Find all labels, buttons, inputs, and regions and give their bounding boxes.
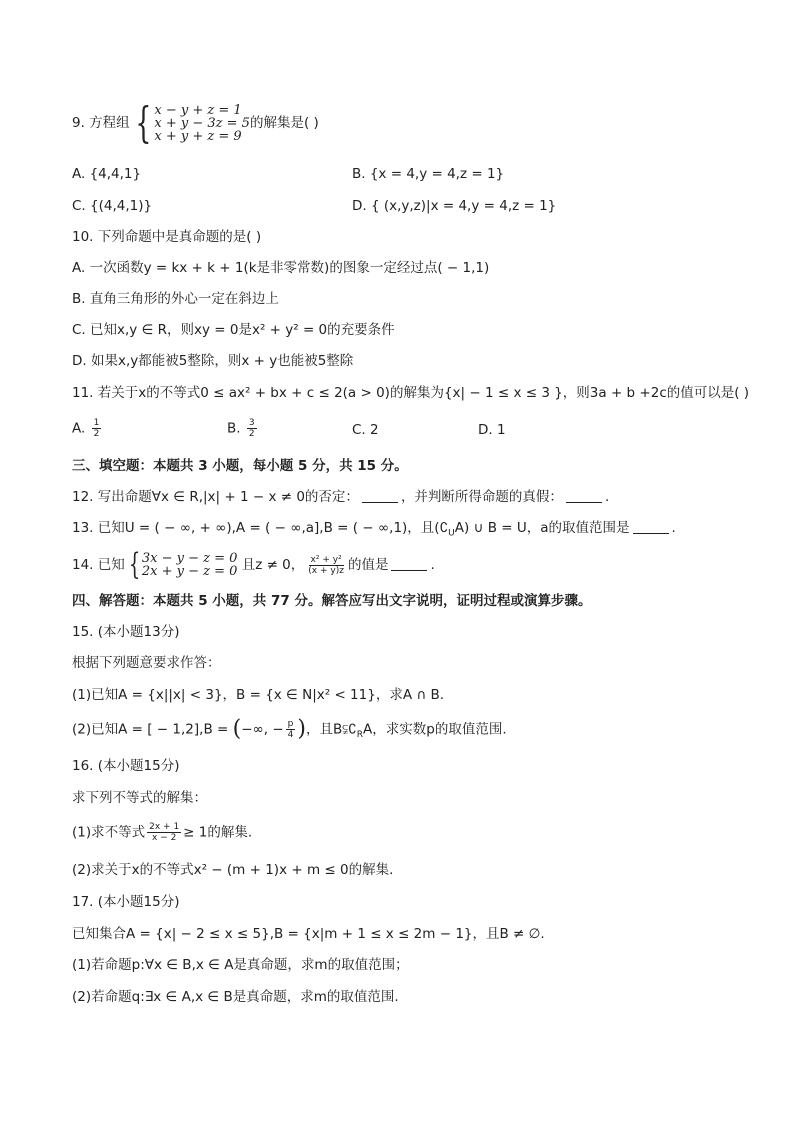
q11-option-c: C. 2 xyxy=(352,422,379,438)
q10-stem: 10. 下列命题中是真命题的是( ) xyxy=(72,229,262,245)
q17-part-1: (1)若命题p:∀x ∈ B,x ∈ A是真命题，求m的取值范围； xyxy=(72,957,409,973)
question-14: 14. 已知 { 3x − y − z = 0 2x + y − z = 0 且z ≠ 0， $\frac{\text{x² + y²}}{(x + y)z}$ 的值是 . xyxy=(72,547,435,582)
q10-option-c: C. 已知x,y ∈ R，则xy = 0是x² + y² = 0的充要条件 xyxy=(72,322,395,338)
q11-option-b: B. $\frac{3}{2}$ xyxy=(227,418,255,439)
section-4-heading: 四、解答题：本题共 5 小题，共 77 分。解答应写出文字说明，证明过程或演算步骤。 xyxy=(72,593,592,609)
q17-title: 17. (本小题15分) xyxy=(72,894,180,910)
q14-equation-system: { 3x − y − z = 0 2x + y − z = 0 xyxy=(128,547,238,582)
q10-option-a: A. 一次函数y = kx + k + 1(k是非零常数)的图象一定经过点( − 1,1) xyxy=(72,260,490,276)
q17-part-2: (2)若命题q:∃x ∈ A,x ∈ B是真命题，求m的取值范围. xyxy=(72,989,399,1005)
q9-equation-system: { x − y + z = 1 x + y − 3z = 5 x + y + z = 9 xyxy=(135,98,250,147)
q9-prefix: 9. 方程组 xyxy=(72,115,130,131)
q13-blank xyxy=(633,519,669,534)
q16-title: 16. (本小题15分) xyxy=(72,758,180,774)
q9-suffix: 的解集是( ) xyxy=(249,115,319,131)
q10-option-b: B. 直角三角形的外心一定在斜边上 xyxy=(72,291,279,307)
q11-a-fraction: $\frac{1}{2}$ xyxy=(93,418,100,439)
q9-option-a: A. {4,4,1} xyxy=(72,166,142,182)
q16-fraction: $\frac{2x + 1}{x - 2}$ xyxy=(149,822,180,843)
q9-option-b: B. {x = 4,y = 4,z = 1} xyxy=(352,166,505,182)
q11-option-a: A. $\frac{1}{2}$ xyxy=(72,418,100,439)
q11-stem: 11. 若关于x的不等式0 ≤ ax² + bx + c ≤ 2(a > 0)的解集为{x| − 1 ≤ x ≤ 3 }，则3a + b +2c的值可以是( ) xyxy=(72,385,750,401)
q9-option-d: D. { (x,y,z)|x = 4,y = 4,z = 1} xyxy=(352,198,557,214)
section-3-heading: 三、填空题：本题共 3 小题，每小题 5 分，共 15 分。 xyxy=(72,458,408,474)
q14-fraction: $\frac{\text{x² + y²}}{(x + y)z}$ xyxy=(308,554,344,576)
q16-part-2: (2)求关于x的不等式x² − (m + 1)x + m ≤ 0的解集. xyxy=(72,862,394,878)
question-9 xyxy=(72,98,319,147)
q9-eq1: x − y + z = 1 xyxy=(154,102,242,118)
q9-option-c: C. {(4,4,1)} xyxy=(72,198,153,214)
question-12: 12. 写出命题∀x ∈ R,|x| + 1 − x ≠ 0的否定： ，并判断所得命题的真假： . xyxy=(72,489,610,505)
q11-b-fraction: $\frac{3}{2}$ xyxy=(248,418,255,439)
q11-option-d: D. 1 xyxy=(478,422,506,438)
q9-eq2: x + y − 3z = 5 xyxy=(154,115,250,131)
q15-title: 15. (本小题13分) xyxy=(72,624,180,640)
q9-eq3: x + y + z = 9 xyxy=(154,128,242,144)
q12-blank-1 xyxy=(362,488,398,503)
q15-part-2: (2)已知A = [ − 1,2],B = (−∞, − $\frac{p}{4}$ )，且$B⫋∁_RA$，求实数p的取值范围. xyxy=(72,716,507,742)
q10-option-d: D. 如果x,y都能被5整除，则x + y也能被5整除 xyxy=(72,353,354,369)
question-13: 13. 已知U = ( − ∞, + ∞),A = ( − ∞,a],B = ( − ∞,1)，且$(∁_UA)$ ∪ B = U，a的取值范围是 . xyxy=(72,520,676,539)
q12-blank-2 xyxy=(566,488,602,503)
q14-blank xyxy=(391,556,427,571)
q16-intro: 求下列不等式的解集： xyxy=(72,790,207,806)
q17-intro: 已知集合A = {x| − 2 ≤ x ≤ 5},B = {x|m + 1 ≤ x ≤ 2m − 1}，且B ≠ ∅. xyxy=(72,926,545,942)
q15-part-1: (1)已知A = {x||x| < 3}，B = {x ∈ N|x² < 11}，求A ∩ B. xyxy=(72,687,445,703)
q15-intro: 根据下列题意要求作答： xyxy=(72,655,221,671)
q15-fraction: $\frac{p}{4}$ xyxy=(287,719,294,740)
q16-part-1: (1)求不等式 $\frac{2x + 1}{x - 2}$ ≥ 1的解集. xyxy=(72,822,253,843)
